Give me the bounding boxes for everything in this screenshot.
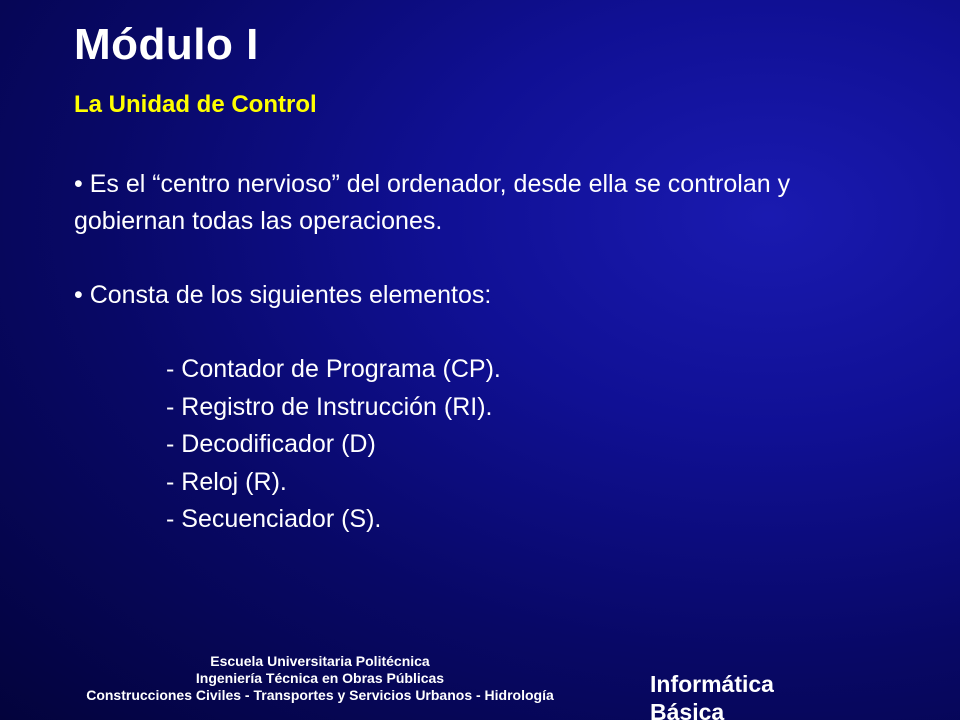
footer-specialties: Construcciones Civiles - Transportes y Servicios Urbanos - Hidrología: [86, 687, 554, 703]
slide-subtitle: La Unidad de Control: [74, 91, 317, 118]
element-list-item: - Secuenciador (S).: [166, 505, 382, 533]
footer-course-line2: Básica: [650, 699, 725, 720]
bullet-item: • Es el “centro nervioso” del ordenador, desde ella se controlan y gobiernan todas las operaciones.: [74, 170, 791, 235]
footer-course-line1: Informática: [650, 671, 774, 697]
footer-institution: [0, 653, 640, 704]
element-list-item: - Contador de Programa (CP).: [166, 355, 501, 383]
footer-degree: Ingeniería Técnica en Obras Públicas: [195, 670, 445, 686]
footer-school: Escuela Universitaria Politécnica: [210, 653, 430, 669]
spacer: [74, 240, 854, 277]
slide-body: [74, 166, 854, 539]
element-list-item: - Registro de Instrucción (RI).: [166, 392, 493, 421]
slide-title: Módulo I: [74, 20, 259, 69]
element-list-item: - Reloj (R).: [166, 467, 287, 496]
element-list-item: - Decodificador (D): [166, 430, 376, 458]
footer-course: [650, 670, 774, 720]
element-list: [74, 351, 854, 539]
spacer: [74, 314, 854, 351]
bullet-item: • Consta de los siguientes elementos:: [74, 281, 492, 309]
